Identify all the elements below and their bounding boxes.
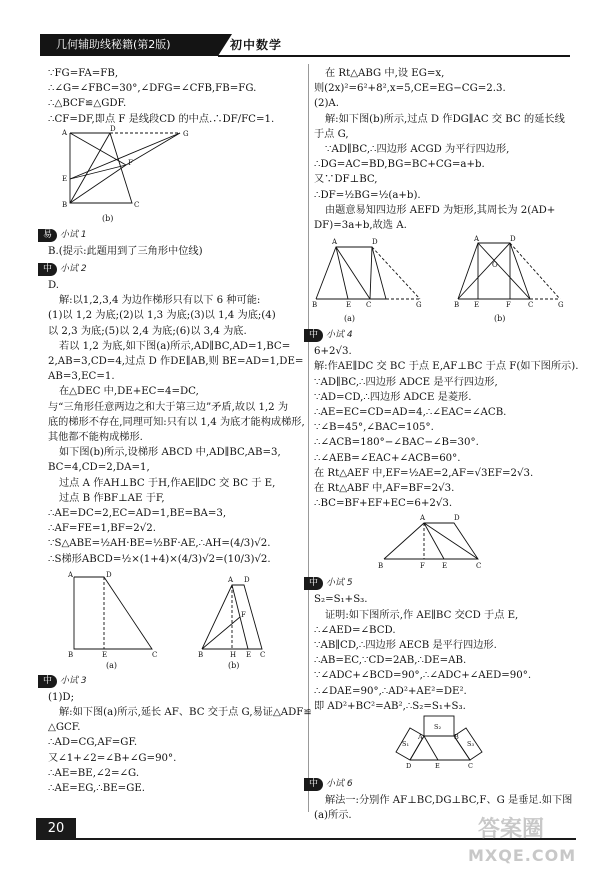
text-line: AB=3,EC=1.: [48, 371, 115, 383]
figures-trapezoid-right: [314, 233, 582, 325]
text-line: ∴S梯形ABCD=½×(1+4)×(4/3)√2=(10/3)√2.: [48, 553, 271, 565]
text-line: 在 Rt△ABG 中,设 EG=x,: [325, 68, 445, 79]
svg-text:E: E: [62, 174, 68, 183]
text-line: ∴AB=EC,∵CD=2AB,∴DE=AB.: [314, 655, 467, 667]
svg-text:E: E: [346, 301, 352, 310]
svg-text:D: D: [510, 235, 516, 244]
badge-title: 小试 2: [60, 263, 87, 274]
svg-text:G: G: [558, 301, 564, 310]
svg-text:S₁: S₁: [402, 740, 410, 749]
svg-text:O: O: [492, 261, 498, 270]
badge-title: 小试 5: [326, 578, 353, 589]
text-line: 证明:如下图所示,作 AE∥BC 交CD 于点 E,: [325, 609, 519, 621]
figure-caption: (a): [106, 660, 118, 670]
text-line: 又∠1+∠2=∠B+∠G=90°.: [48, 752, 177, 764]
text-line: 解:作AE∥DC 交 BC 于点 E,AF⊥BC 于点 F(如下图所示).: [314, 361, 579, 373]
text-line: ∵∠ADC+∠BCD=90°,∴∠ADC+∠AED=90°.: [314, 670, 532, 682]
svg-text:D: D: [406, 762, 412, 771]
text-line: ∵∠B=45°,∠BAC=105°.: [314, 422, 434, 434]
text-line: 过点 A 作AH⊥BC 于H,作AE∥DC 交 BC 于 E,: [59, 477, 276, 489]
svg-text:C: C: [152, 650, 158, 659]
svg-text:B: B: [68, 650, 74, 659]
text-line: ∴∠ACB=180°−∠BAC−∠B=30°.: [314, 437, 479, 449]
svg-text:H: H: [230, 650, 237, 659]
text-line: 解:如下图(b)所示,过点 D 作DG∥AC 交 BC 的延长线: [325, 113, 565, 125]
text-line: (1)D;: [48, 691, 75, 703]
column-divider: [308, 64, 309, 812]
text-line: 解:如下图(a)所示,延长 AF、BC 交于点 G,易证△ADF≌: [59, 707, 312, 719]
text-line: ∴BC=BF+EF+EC=6+2√3.: [314, 498, 453, 510]
text-line: △GCF.: [48, 722, 81, 734]
header-rule: [218, 55, 570, 57]
text-line: 解:以1,2,3,4 为边作梯形只有以下 6 种可能:: [59, 295, 261, 307]
badge-level: 易: [38, 229, 57, 242]
text-line: ∵AD∥BC,∴四边形 ACGD 为平行四边形,: [325, 144, 510, 156]
text-line: 如下图(b)所示,设梯形 ABCD 中,AD∥BC,AB=3,: [59, 447, 281, 459]
text-line: 即 AD²+BC²=AB²,∴S₂=S₁+S₃.: [314, 700, 466, 712]
figure-caption: (b): [102, 213, 114, 223]
svg-text:A: A: [62, 128, 68, 137]
svg-text:B: B: [312, 301, 318, 310]
text-line: 在△DEC 中,DE+EC=4=DC,: [59, 386, 199, 398]
svg-text:A: A: [68, 570, 74, 579]
text-line: ∴AE=BE,∠2=∠G.: [48, 767, 140, 779]
left-column: [43, 66, 312, 796]
svg-text:A: A: [332, 238, 338, 247]
svg-text:S₃: S₃: [467, 740, 475, 749]
text-line: ∵AD=CD,∴四边形 ADCE 是菱形.: [314, 391, 472, 403]
svg-text:A: A: [228, 575, 234, 584]
figure-squares: [314, 714, 582, 774]
svg-text:B: B: [198, 650, 204, 659]
svg-text:S₂: S₂: [434, 723, 442, 732]
figure-trapezoid-4: [314, 511, 582, 573]
text-line: (1)以 1,2 为底;(2)以 1,3 为底;(3)以 1,4 为底;(4): [48, 310, 276, 322]
section-badge-5: [304, 576, 582, 591]
svg-text:F: F: [241, 610, 246, 619]
badge-level: 中: [38, 263, 57, 276]
text-line: ∵AB∥CD,∴四边形 AECB 是平行四边形.: [314, 640, 497, 652]
text-line: ∴△BCF≌△GDF.: [48, 98, 127, 110]
text-line: ∴AE=DC=2,EC=AD=1,BE=BA=3,: [48, 508, 227, 520]
text-line: DF)=3a+b,故选 A.: [314, 220, 407, 232]
svg-text:G: G: [416, 301, 422, 310]
watermark-logo: 答案圈: [478, 817, 545, 842]
text-line: ∵FG=FA=FB,: [48, 68, 119, 79]
text-line: D.: [48, 280, 60, 292]
text-line: 若以 1,2 为底,如下图(a)所示,AD∥BC,AD=1,BC=: [59, 340, 291, 352]
text-line: ∴AE=EC=CD=AD=4,∴∠EAC=∠ACB.: [314, 407, 507, 419]
text-line: 则(2x)²=6²+8²,x=5,CE=EG−CG=2.3.: [314, 83, 506, 95]
svg-text:D: D: [454, 514, 460, 523]
svg-text:F: F: [420, 562, 425, 571]
page-number: 20: [36, 818, 76, 840]
text-line: ∴∠AEB=∠EAC+∠ACB=60°.: [314, 452, 461, 464]
text-line: 以 2,3 为底;(5)以 2,4 为底;(6)以 3,4 为底.: [48, 325, 247, 337]
svg-text:E: E: [474, 301, 480, 310]
text-line: (2)A.: [314, 98, 340, 110]
text-line: B.(提示:此题用到了三角形中位线): [48, 245, 203, 257]
badge-title: 小试 6: [326, 779, 353, 789]
text-line: 在 Rt△AEF 中,EF=½AE=2,AF=√3EF=2√3.: [314, 467, 534, 479]
svg-text:E: E: [442, 562, 448, 571]
svg-text:E: E: [246, 650, 252, 659]
svg-text:E: E: [435, 762, 440, 771]
text-line: ∵AD∥BC,∴四边形 ADCE 是平行四边形,: [314, 376, 498, 388]
svg-text:B: B: [62, 200, 68, 209]
text-line: 过点 B 作BF⊥AE 于F,: [59, 492, 165, 504]
text-line: 2,AB=3,CD=4,过点 D 作DE∥AB,则 BE=AD=1,DE=: [48, 356, 304, 368]
badge-level: 中: [304, 778, 323, 791]
section-badge-2: [38, 262, 300, 277]
page-header: [40, 34, 570, 56]
badge-title: 小试 4: [326, 330, 353, 341]
svg-text:C: C: [528, 301, 534, 310]
text-line: ∵S△ABE=½AH·BE=½BF·AE,∴AH=(4/3)√2.: [48, 538, 271, 550]
badge-level: 中: [304, 329, 323, 342]
badge-level: 中: [304, 577, 323, 590]
text-line: 与“三角形任意两边之和大于第三边”矛盾,故以 1,2 为: [48, 401, 289, 413]
svg-text:B: B: [378, 562, 384, 571]
svg-text:G: G: [183, 129, 189, 138]
badge-title: 小试 3: [60, 675, 87, 686]
badge-level: 中: [38, 675, 57, 688]
svg-text:E: E: [102, 650, 108, 659]
watermark-url: MXQE.COM: [468, 846, 577, 865]
text-line: ∴∠DAE=90°,∴AD²+AE²=DE².: [314, 685, 467, 697]
svg-text:D: D: [106, 570, 112, 579]
text-line: (a)所示.: [314, 810, 352, 822]
svg-text:D: D: [372, 238, 378, 247]
section-badge-3: [38, 674, 300, 689]
badge-title: 小试 1: [60, 229, 87, 240]
text-line: 6+2√3.: [314, 346, 352, 358]
right-column: [309, 66, 582, 824]
text-line: ∴AE=EG,∴BE=GE.: [48, 783, 146, 795]
svg-text:B: B: [454, 733, 459, 742]
section-badge-4: [304, 328, 582, 343]
svg-text:C: C: [366, 301, 372, 310]
text-line: 于点 G,: [314, 128, 349, 140]
section-badge-1: [38, 228, 300, 243]
text-line: ∴AF=FE=1,BF=2√2.: [48, 523, 156, 535]
svg-text:C: C: [468, 762, 473, 771]
section-badge-6: [304, 777, 582, 792]
svg-text:A: A: [474, 235, 480, 244]
text-line: 在 Rt△ABF 中,AF=BF=2√3.: [314, 483, 455, 495]
text-line: ∴∠G=∠FBC=30°,∠DFG=∠CFB,FB=FG.: [48, 83, 257, 95]
svg-text:A: A: [420, 514, 426, 523]
figure-caption: (b): [228, 660, 240, 670]
text-line: S₂=S₁+S₃.: [314, 594, 368, 606]
svg-text:F: F: [506, 301, 511, 310]
text-line: 底的梯形不存在,同理可知:只有以 1,4 为底才能构成梯形,: [48, 416, 305, 428]
text-line: 解法一:分别作 AF⊥BC,DG⊥BC,F、G 是垂足.如下图: [325, 795, 573, 807]
svg-text:C: C: [476, 562, 482, 571]
text-line: 由题意易知四边形 AEFD 为矩形,其周长为 2(AD+: [325, 204, 556, 216]
svg-text:D: D: [244, 575, 250, 584]
text-line: ∴DF=½BG=½(a+b).: [314, 189, 421, 201]
text-line: 其他都不能构成梯形.: [48, 432, 143, 444]
text-line: ∴CF=DF,即点 F 是线段CD 的中点.∴DF/FC=1.: [48, 113, 275, 125]
book-title: 几何辅助线秘籍(第2版): [40, 34, 218, 56]
figure-caption: (b): [494, 314, 506, 324]
text-line: BC=4,CD=2,DA=1,: [48, 462, 150, 474]
figures-trapezoid: [48, 567, 300, 671]
figure-caption: (a): [344, 314, 356, 324]
text-line: ∴DG=AC=BD,BG=BC+CG=a+b.: [314, 159, 485, 171]
svg-text:D: D: [110, 124, 116, 133]
svg-text:A: A: [418, 733, 423, 742]
svg-text:C: C: [260, 650, 266, 659]
text-line: ∴∠AED=∠BCD.: [314, 624, 396, 636]
text-line: ∴AD=CG,AF=GF.: [48, 737, 138, 749]
subject-title: 初中数学: [230, 38, 283, 52]
svg-text:C: C: [134, 200, 140, 209]
svg-text:F: F: [128, 158, 133, 167]
svg-text:B: B: [454, 301, 460, 310]
text-line: 又∵DF⊥BC,: [314, 174, 378, 186]
figure-b-top: [48, 124, 300, 225]
